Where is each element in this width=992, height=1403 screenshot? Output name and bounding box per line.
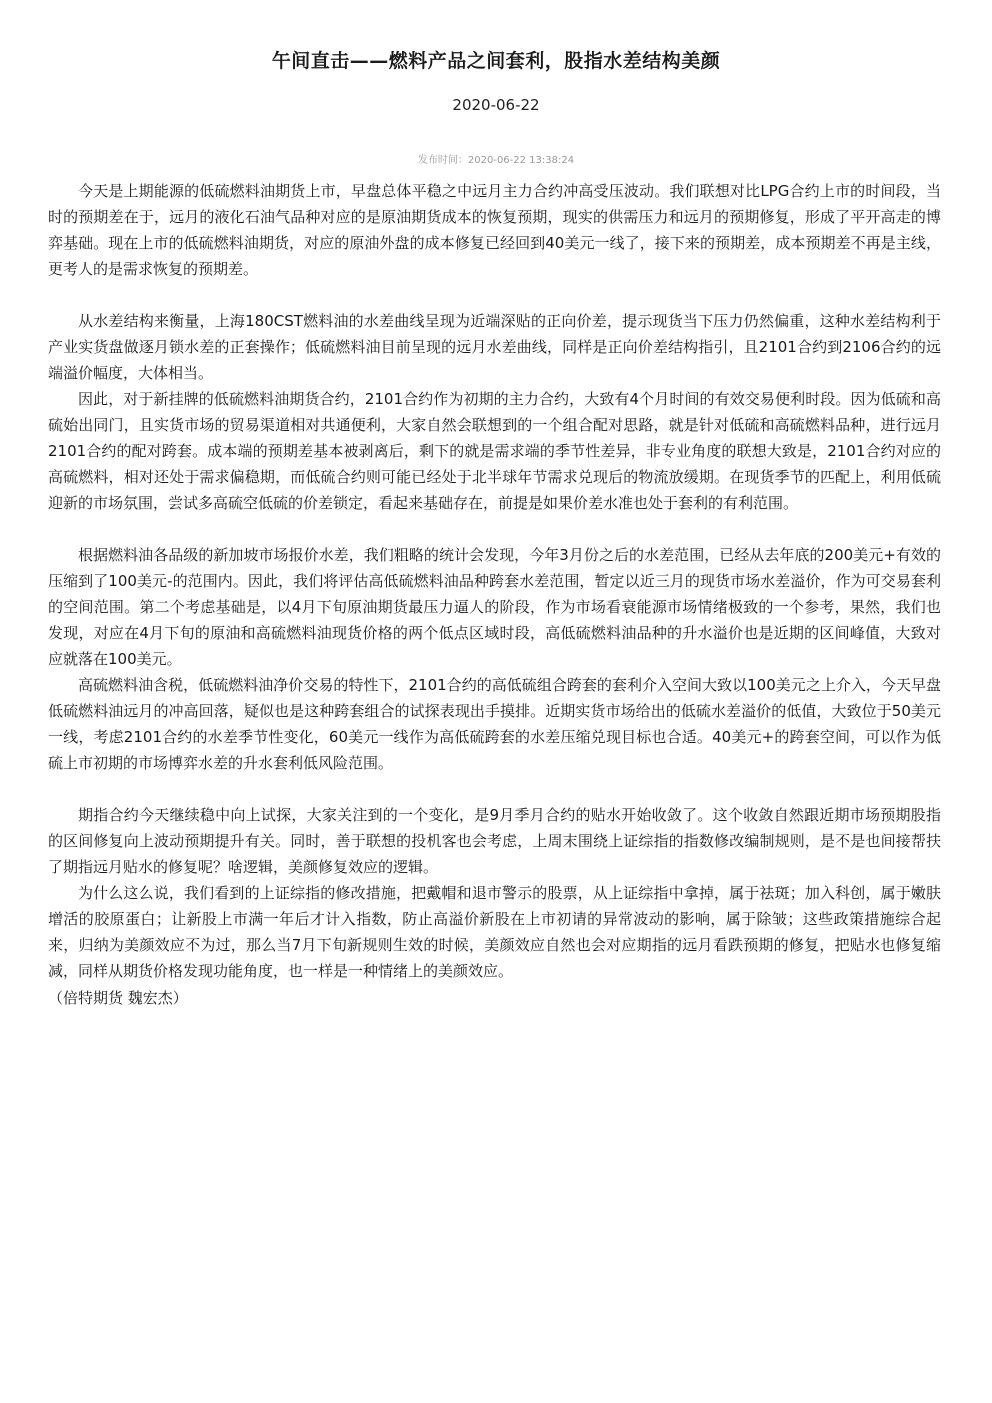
paragraph: 高硫燃料油含税，低硫燃料油净价交易的特性下，2101合约的高低硫组合跨套的套利介入空间大致以100美元之上介入，今天早盘低硫燃料油远月的冲高回落，疑似也是这种跨套组合的试探表现出手摸排。近期实货市场给出的低硫水差溢价的低值，大致位于50美元一线，考虑2101合约的水差季节性变化，60美元一线作为高低硫跨套的水差压缩兑现目标也合适。40美元+的跨套空间，可以作为低硫上市初期的市场博弈水差的升水套利低风险范围。	[48, 676, 941, 772]
article-date: 2020-06-22	[452, 96, 540, 114]
paragraph-spacer	[48, 282, 941, 308]
paragraph: 因此，对于新挂牌的低硫燃料油期货合约，2101合约作为初期的主力合约，大致有4个月时间的有效交易便利时段。因为低硫和高硫始出同门，且实货市场的贸易渠道相对共通便利，大家自然会联想到的一个组合配对思路，就是针对低硫和高硫燃料品种，进行远月2101合约的配对跨套。成本端的预期差基本被剥离后，剩下的就是需求端的季节性差异，非专业角度的联想大致是，2101合约对应的高硫燃料，相对还处于需求偏稳期，而低硫合约则可能已经处于北半球年节需求兑现后的物流放缓期。在现货季节的匹配上，利用低硫迎新的市场氛围，尝试多高硫空低硫的价差锁定，看起来基础存在，前提是如果价差水准也处于套利的有利范围。	[48, 390, 941, 512]
article-body	[48, 178, 941, 1011]
publish-time: 发布时间：2020-06-22 13:38:24	[417, 155, 575, 166]
author-signature: （倍特期货 魏宏杰）	[48, 989, 188, 1007]
paragraph-spacer	[48, 516, 941, 542]
paragraph-spacer	[48, 776, 941, 802]
article-title: 午间直击——燃料产品之间套利，股指水差结构美颜	[271, 50, 721, 72]
paragraph: 今天是上期能源的低硫燃料油期货上市，早盘总体平稳之中远月主力合约冲高受压波动。我们联想对比LPG合约上市的时间段，当时的预期差在于，远月的液化石油气品种对应的是原油期货成本的恢复预期，现实的供需压力和远月的预期修复，形成了平开高走的博弈基础。现在上市的低硫燃料油期货，对应的原油外盘的成本修复已经回到40美元一线了，接下来的预期差，成本预期差不再是主线，更考人的是需求恢复的预期差。	[48, 182, 941, 278]
paragraph: 期指合约今天继续稳中向上试探，大家关注到的一个变化，是9月季月合约的贴水开始收敛了。这个收敛自然跟近期市场预期股指的区间修复向上波动预期提升有关。同时，善于联想的投机客也会考虑，上周末围绕上证综指的指数修改编制规则，是不是也间接帮扶了期指远月贴水的修复呢？啥逻辑，美颜修复效应的逻辑。	[48, 806, 941, 876]
paragraph: 为什么这么说，我们看到的上证综指的修改措施，把戴帽和退市警示的股票，从上证综指中拿掉，属于祛斑；加入科创，属于嫩肤增活的胶原蛋白；让新股上市满一年后才计入指数，防止高溢价新股在上市初请的异常波动的影响，属于除皱；这些政策措施综合起来，归纳为美颜效应不为过，那么当7月下旬新规则生效的时候，美颜效应自然也会对应期指的远月看跌预期的修复，把贴水也修复缩减，同样从期货价格发现功能角度，也一样是一种情绪上的美颜效应。	[48, 884, 941, 980]
paragraph: 根据燃料油各品级的新加坡市场报价水差，我们粗略的统计会发现，今年3月份之后的水差范围，已经从去年底的200美元+有效的压缩到了100美元-的范围内。因此，我们将评估高低硫燃料油品种跨套水差范围，暂定以近三月的现货市场水差溢价，作为可交易套利的空间范围。第二个考虑基础是，以4月下旬原油期货最压力逼人的阶段，作为市场看衰能源市场情绪极致的一个参考，果然，我们也发现，对应在4月下旬的原油和高硫燃料油现货价格的两个低点区域时段，高低硫燃料油品种的升水溢价也是近期的区间峰值，大致对应就落在100美元。	[48, 546, 941, 668]
paragraph: 从水差结构来衡量，上海180CST燃料油的水差曲线呈现为近端深贴的正向价差，提示现货当下压力仍然偏重，这种水差结构利于产业实货盘做逐月锁水差的正套操作；低硫燃料油目前呈现的远月水差曲线，同样是正向价差结构指引，且2101合约到2106合约的远端溢价幅度，大体相当。	[48, 312, 941, 382]
